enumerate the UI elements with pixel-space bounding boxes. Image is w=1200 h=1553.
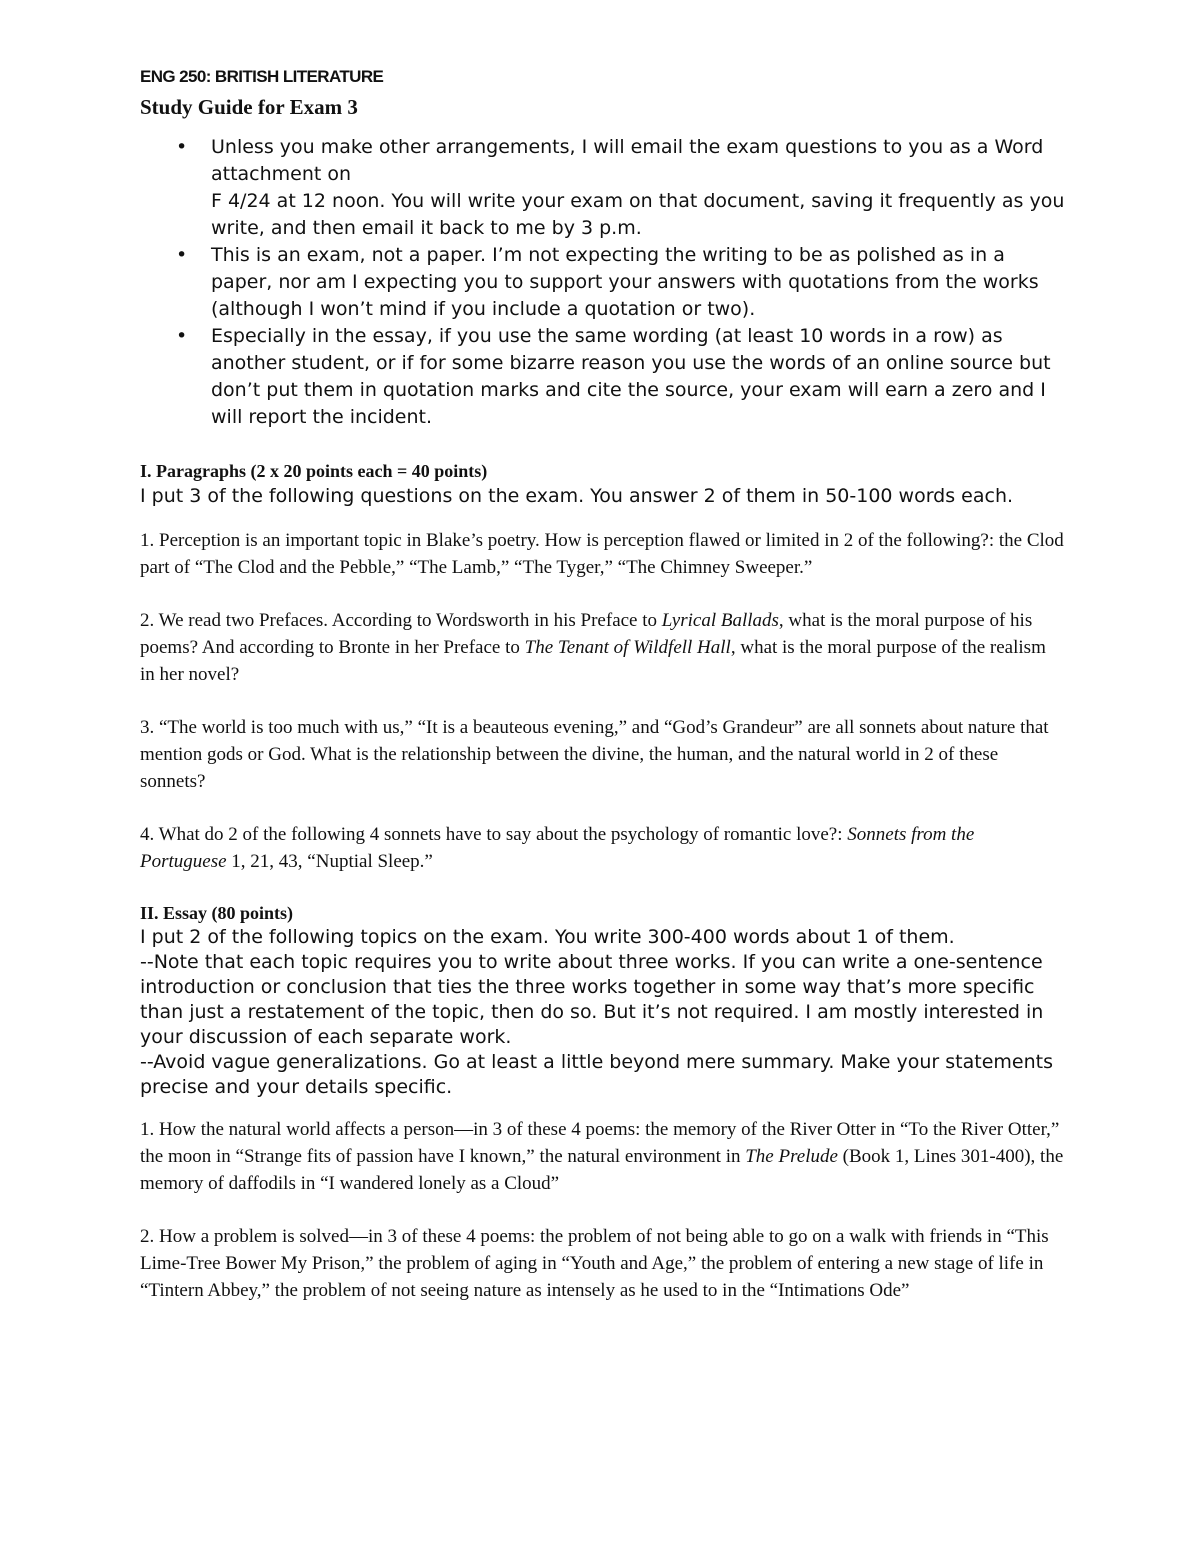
list-item: [140, 323, 1065, 431]
work-title: The Prelude: [745, 1146, 838, 1167]
section-intro: I put 3 of the following questions on the exam. You answer 2 of them in 50-100 words each.: [140, 485, 1014, 507]
bullet-text-line2: F 4/24 at 12 noon. You will write your exam on that document, saving it frequently as you write, and then email it back to me by 3 p.m.: [211, 190, 1065, 239]
essay-note: --Note that each topic requires you to write about three works. If you can write a one-sentence introduction or conclusion that ties the three works together in some way that’s more specific than just a restatement of the topic, then do so. But it’s not required. I am mostly interested in your discussion of each separate work.: [140, 951, 1044, 1048]
topic-item: 1. How the natural world affects a person—in 3 of these 4 poems: the memory of the River Otter in “To the River Otter,” the moon in “Strange fits of passion have I known,” the natural environment in The Prelude (Book 1, Lines 301-400), the memory of daffodils in “I wandered lonely as a Cloud”: [140, 1119, 1064, 1194]
instructions-list: [140, 134, 1065, 431]
question-item: 4. What do 2 of the following 4 sonnets have to say about the psychology of romantic love?: Sonnets from the Portuguese 1, 21, 43, “Nuptial Sleep.”: [140, 824, 975, 872]
bullet-text: This is an exam, not a paper. I’m not expecting the writing to be as polished as in a paper, nor am I expecting you to support your answers with quotations from the works (although I won’t mind if you include a quotation or two).: [211, 244, 1039, 320]
section-heading-paragraphs: I. Paragraphs (2 x 20 points each = 40 points): [140, 461, 488, 481]
bullet-text: Especially in the essay, if you use the same wording (at least 10 words in a row) as another student, or if for some bizarre reason you use the words of an online source but don’t put them in quotation marks and cite the source, your exam will earn a zero and I will report the incident.: [211, 325, 1051, 428]
question-item: 3. “The world is too much with us,” “It is a beauteous evening,” and “God’s Grandeur” are all sonnets about nature that mention gods or God. What is the relationship between the divine, the human, and the natural world in 2 of these sonnets?: [140, 717, 1049, 792]
list-item: [140, 242, 1065, 323]
document-page: [140, 66, 1065, 1330]
work-title: Sonnets from the Portuguese: [140, 824, 975, 872]
bullet-icon: •: [176, 325, 188, 347]
section-heading-essay: II. Essay (80 points): [140, 903, 294, 923]
topic-item: 2. How a problem is solved—in 3 of these 4 poems: the problem of not being able to go on a walk with friends in “This Lime-Tree Bower My Prison,” the problem of aging in “Youth and Age,” the problem of entering a new stage of life in “Tintern Abbey,” the problem of not seeing nature as intensely as he used to in the “Intimations Ode”: [140, 1226, 1049, 1301]
list-item: [140, 134, 1065, 242]
question-item: 1. Perception is an important topic in Blake’s poetry. How is perception flawed or limited in 2 of the following?: the Clod part of “The Clod and the Pebble,” “The Lamb,” “The Tyger,” “The Chimney Sweeper.”: [140, 530, 1064, 578]
bullet-text-line1: Unless you make other arrangements, I will email the exam questions to you as a Word attachment on: [211, 136, 1044, 185]
bullet-icon: •: [176, 244, 188, 266]
essay-note: --Avoid vague generalizations. Go at least a little beyond mere summary. Make your statements precise and your details specific.: [140, 1051, 1053, 1098]
document-title: Study Guide for Exam 3: [140, 95, 358, 119]
bullet-icon: •: [176, 136, 188, 158]
course-title: ENG 250: BRITISH LITERATURE: [140, 67, 384, 86]
section-intro: I put 2 of the following topics on the exam. You write 300-400 words about 1 of them.: [140, 926, 955, 948]
work-title: Lyrical Ballads: [661, 610, 779, 631]
question-item: 2. We read two Prefaces. According to Wordsworth in his Preface to Lyrical Ballads, what is the moral purpose of his poems? And according to Bronte in her Preface to The Tenant of Wildfell Hall, what is the moral purpose of the realism in her novel?: [140, 610, 1046, 685]
work-title: The Tenant of Wildfell Hall: [524, 637, 731, 658]
